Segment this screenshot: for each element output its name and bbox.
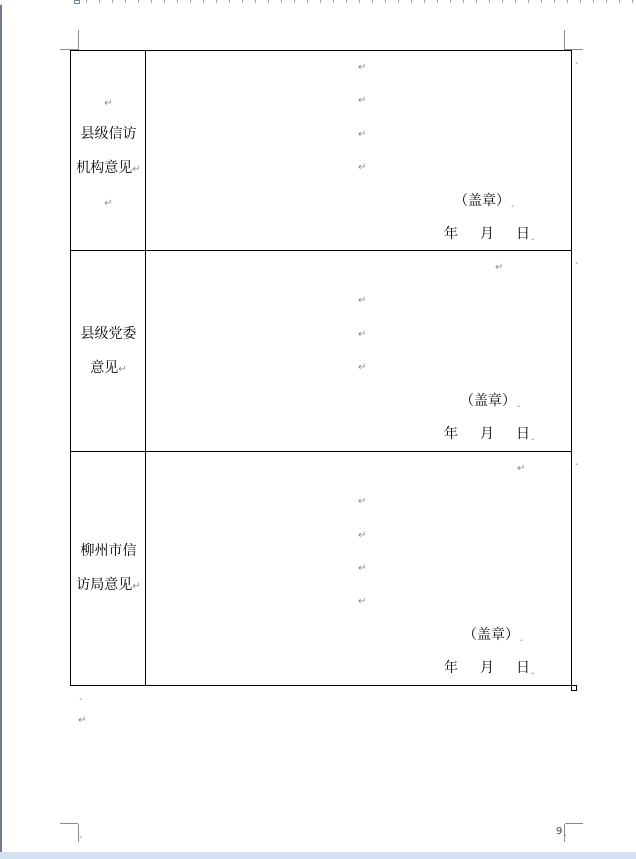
paragraph-mark: ↵ — [358, 62, 367, 73]
ruler-tick — [229, 0, 230, 3]
status-bar — [0, 852, 636, 859]
ruler-tick — [242, 0, 243, 3]
ruler-tick — [190, 0, 191, 3]
ruler-tick — [138, 0, 139, 3]
paragraph-mark: ↵ — [358, 596, 367, 607]
ruler-tick — [515, 0, 516, 3]
label-cell — [71, 452, 146, 685]
ruler-tick — [216, 0, 217, 3]
paragraph-mark: ↵ — [358, 530, 367, 541]
paragraph-mark: ↵ — [358, 329, 367, 340]
ruler-tick — [411, 0, 412, 3]
ruler-tick — [125, 0, 126, 3]
ruler-tick — [164, 0, 165, 3]
ruler-tick — [463, 0, 464, 3]
opinion-form-table — [70, 50, 572, 686]
ruler-tick — [294, 0, 295, 3]
label-line-1: 县级党委 — [80, 326, 137, 342]
row-end-mark: ¸ — [574, 254, 579, 265]
ruler-tick — [476, 0, 477, 3]
ruler-tick — [528, 0, 529, 3]
date-line: 年 月 日¸ — [444, 226, 535, 242]
ruler-tick — [320, 0, 321, 3]
cell-end-mark: ¸ — [78, 690, 83, 701]
paragraph-mark: ↵ — [358, 162, 367, 173]
paragraph-mark: ↵ — [104, 198, 113, 209]
crop-mark-bottom-left-horizontal — [60, 823, 78, 824]
ruler-tick — [437, 0, 438, 3]
ruler-tick — [99, 0, 100, 3]
table-row-county-party-committee — [71, 251, 571, 452]
ruler-tick — [580, 0, 581, 3]
ruler-tick — [450, 0, 451, 3]
ruler-tick — [489, 0, 490, 3]
ruler-tick — [567, 0, 568, 3]
ruler-tick — [177, 0, 178, 3]
label-line-2: 机构意见↵ — [76, 160, 141, 176]
cell-end-mark: ¸ — [78, 828, 83, 839]
ruler-tick — [86, 0, 87, 3]
table-row-liuzhou-petition-bureau — [71, 452, 571, 685]
ruler-tick — [112, 0, 113, 3]
paragraph-mark: ↵ — [358, 496, 367, 507]
ruler-tick — [333, 0, 334, 3]
label-line-1: 县级信访 — [80, 126, 137, 142]
ruler-tick — [151, 0, 152, 3]
paragraph-mark: ↵ — [517, 463, 526, 474]
row-end-mark: ¸ — [574, 455, 579, 466]
paragraph-mark: ↵ — [358, 129, 367, 140]
page-number: 9¸ — [556, 826, 568, 837]
label-cell — [71, 251, 146, 451]
ruler-tick — [281, 0, 282, 3]
paragraph-mark: ↵ — [358, 295, 367, 306]
label-line-2: 意见↵ — [90, 360, 127, 376]
table-row-county-petition-office — [71, 51, 571, 251]
label-line-2: 访局意见↵ — [76, 577, 141, 593]
ruler-tick — [385, 0, 386, 3]
row-end-mark: ¸ — [574, 54, 579, 65]
label-cell — [71, 51, 146, 250]
ruler-tick — [398, 0, 399, 3]
ruler-tick — [541, 0, 542, 3]
date-line: 年 月 日¸ — [444, 660, 535, 676]
date-line: 年 月 日¸ — [444, 426, 535, 442]
ruler-tick — [203, 0, 204, 3]
paragraph-mark: ↵ — [104, 98, 113, 109]
ruler-tick — [619, 0, 620, 3]
ruler-tick — [593, 0, 594, 3]
ruler-tick — [632, 0, 633, 3]
paragraph-mark: ↵ — [78, 715, 87, 726]
ruler-tick — [372, 0, 373, 3]
ruler-tick — [268, 0, 269, 3]
ruler-tick — [424, 0, 425, 3]
paragraph-mark: ↵ — [358, 563, 367, 574]
label-line-1: 柳州市信 — [80, 543, 137, 559]
seal-text: （盖章）¸ — [454, 193, 515, 209]
ruler-tick — [554, 0, 555, 3]
seal-text: （盖章）¸ — [460, 393, 521, 409]
ruler-tick — [359, 0, 360, 3]
ruler-tick — [502, 0, 503, 3]
ruler-tick — [606, 0, 607, 3]
crop-mark-top-right-vertical — [564, 30, 565, 50]
ruler-tick — [255, 0, 256, 3]
table-resize-handle[interactable] — [571, 685, 577, 691]
seal-text: （盖章）¸ — [463, 627, 524, 643]
crop-mark-top-left-vertical — [78, 30, 79, 50]
ruler-tick — [346, 0, 347, 3]
crop-mark-bottom-right-horizontal — [565, 823, 583, 824]
paragraph-mark: ↵ — [495, 262, 504, 273]
paragraph-mark: ↵ — [358, 95, 367, 106]
ruler-tick — [307, 0, 308, 3]
paragraph-mark: ↵ — [358, 362, 367, 373]
